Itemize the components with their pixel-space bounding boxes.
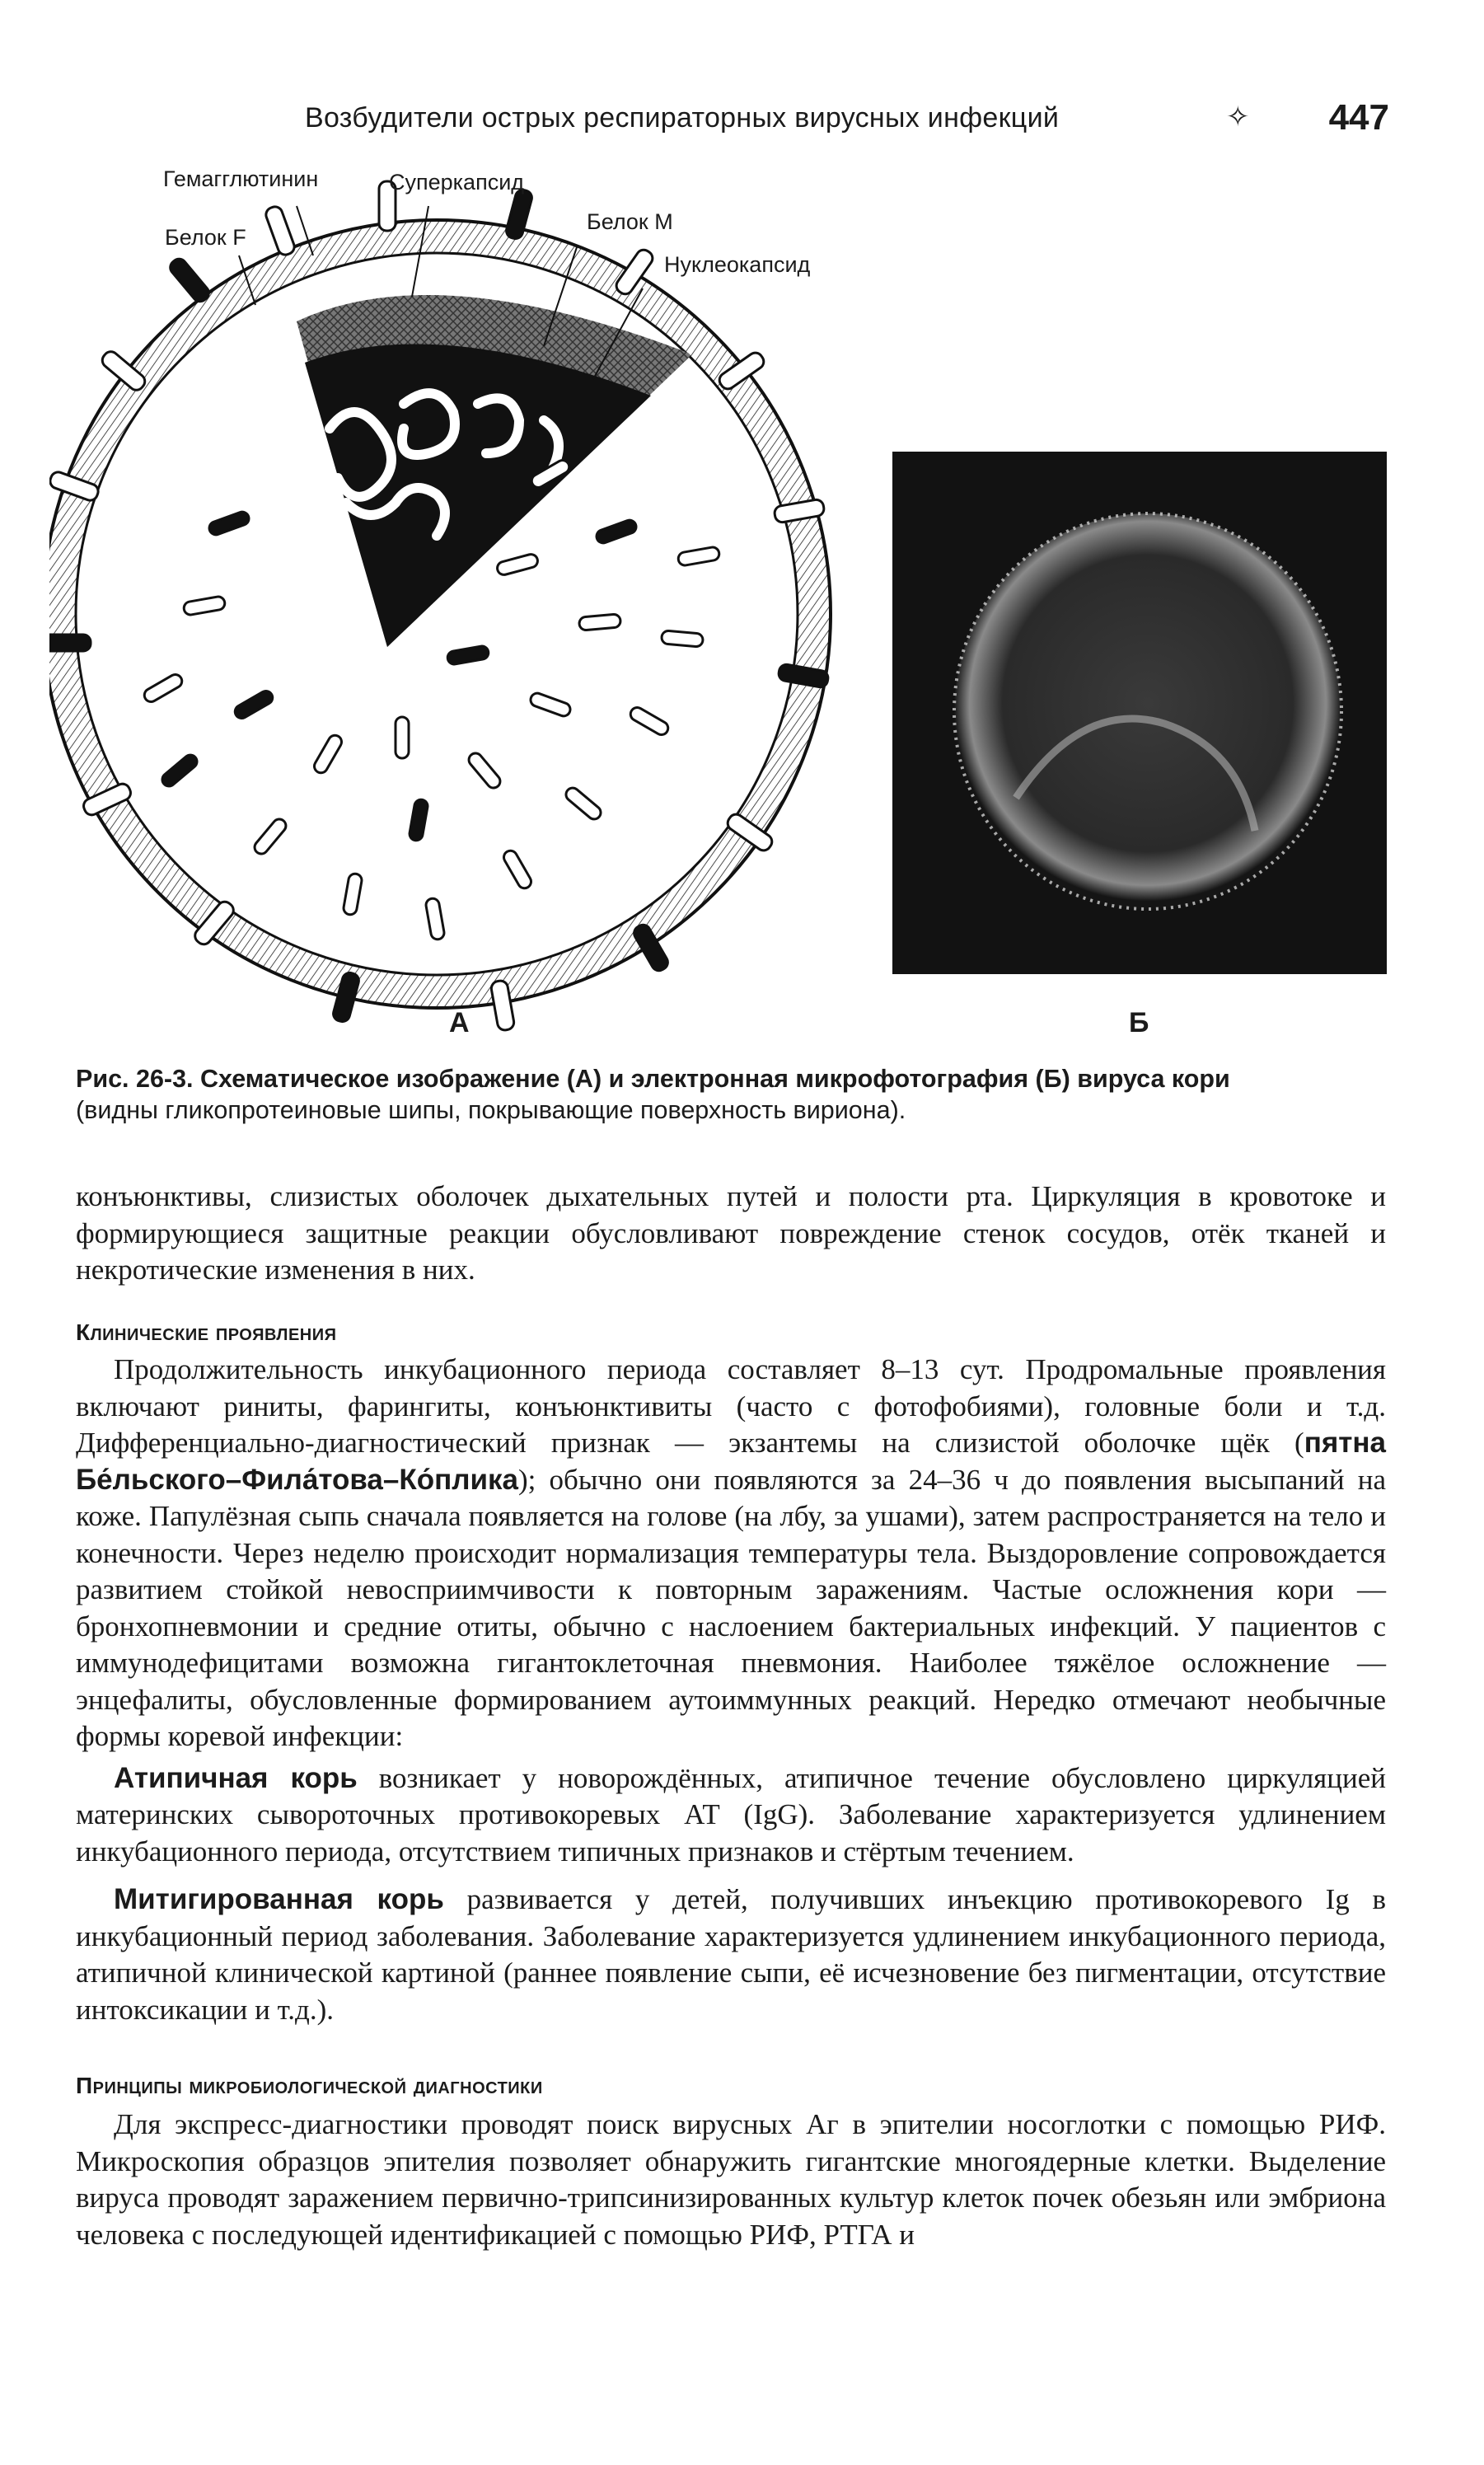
mitigated-term: Митигированная корь <box>114 1883 444 1915</box>
intro-paragraph <box>76 1179 1386 1289</box>
caption-lead: Рис. 26-3. Схематическое изображение (А) и электронная микрофотография (Б) вируса кори <box>76 1065 1230 1093</box>
clinical-text-a: Продолжительность инкубационного периода составляет 8–13 сут. Продромальные проявления включают риниты, фарингиты, конъюнктивиты (часто с фотофобиями), головные боли и т.д. Дифференциально-диагностический признак — экзантемы на слизистой оболочке щёк ( <box>76 1353 1386 1459</box>
figure-caption <box>76 1063 1386 1126</box>
heading-clinical: Клинические проявления <box>76 1319 337 1345</box>
electron-micrograph <box>892 452 1387 974</box>
clinical-text-b: ); обычно они появляются за 24–36 ч до появления высыпаний на коже. Папулёзная сыпь сначала появляется на голове (на лбу, за ушами), затем распространяется на тело и конечности. Через неделю происходит нормализация температуры тела. Выздоровление сопровождается развитием стойкой невосприимчивости к повторным заражениям. Частые осложнения кори — бронхопневмонии и средние отиты, обычно с наслоением бактериальных инфекций. У пациентов с иммунодефицитами возможна гигантоклеточная пневмония. Наиболее тяжёлое осложнение — энцефалиты, обусловленные формированием аутоиммунных реакций. Нередко отмечают необычные формы коревой инфекции: <box>76 1463 1386 1752</box>
panel-label-b: Б <box>1129 1007 1149 1038</box>
running-header <box>305 97 1393 147</box>
label-supercapsid: Суперкапсид <box>389 170 525 194</box>
atypical-paragraph <box>76 1760 1386 1871</box>
clinical-paragraph <box>76 1352 1386 1755</box>
heading-diagnostics: Принципы микробиологической диагностики <box>76 2073 543 2098</box>
micrograph-image <box>892 452 1387 974</box>
mitigated-text: развивается у детей, получивших инъекцию противокоревого Ig в инкубационный период заболевания. Заболевание характеризуется удлинением инкубационного периода, атипичной клинической картиной (раннее появление сыпи, её исчезновение без пигментации, отсутствие интоксикации и т.д.). <box>76 1883 1386 2026</box>
diagnostics-section <box>76 2106 1386 2253</box>
mitigated-paragraph <box>76 1882 1386 2028</box>
caption-rest: (видны гликопротеиновые шипы, покрывающие поверхность вириона). <box>76 1096 906 1124</box>
diagnostics-paragraph: Для экспресс-диагностики проводят поиск вирусных Аг в эпителии носоглотки с помощью РИФ. Микроскопия образцов эпителия позволяет обнаружить гигантские многоядерные клетки. Выделение вируса проводят заражением первично-трипсинизированных культур клеток почек обезьян или эмбриона человека с последующей идентификацией с помощью РИФ, РТГА и <box>76 2108 1386 2251</box>
label-protein-f: Белок F <box>165 225 246 250</box>
label-hemagglutinin: Гемагглютинин <box>163 166 319 191</box>
clinical-section <box>76 1352 1386 2028</box>
page-number: 447 <box>1328 97 1389 138</box>
panel-label-a: А <box>449 1007 470 1038</box>
diamond-ornament-icon: ✧ <box>1226 101 1250 133</box>
label-protein-m: Белок М <box>587 209 673 234</box>
virus-schematic-figure <box>49 157 857 1055</box>
atypical-term: Атипичная корь <box>114 1761 358 1794</box>
label-nucleocapsid: Нуклеокапсид <box>664 252 811 277</box>
atypical-text: возникает у новорождённых, атипичное течение обусловлено циркуляцией материнских сывороточных противокоревых АТ (IgG). Заболевание характеризуется удлинением инкубационного периода, отсутствием типичных признаков и стёртым течением. <box>76 1761 1387 1867</box>
intro-text: конъюнктивы, слизистых оболочек дыхательных путей и полости рта. Циркуляция в кровотоке и формирующиеся защитные реакции обусловливают повреждение стенок сосудов, отёк тканей и некротические изменения в них. <box>76 1180 1386 1286</box>
running-title: Возбудители острых респираторных вирусных инфекций <box>305 102 1060 134</box>
koplik-spots-term: пятна Бе́льского–Фила́това–Ко́плика <box>76 1427 1386 1496</box>
